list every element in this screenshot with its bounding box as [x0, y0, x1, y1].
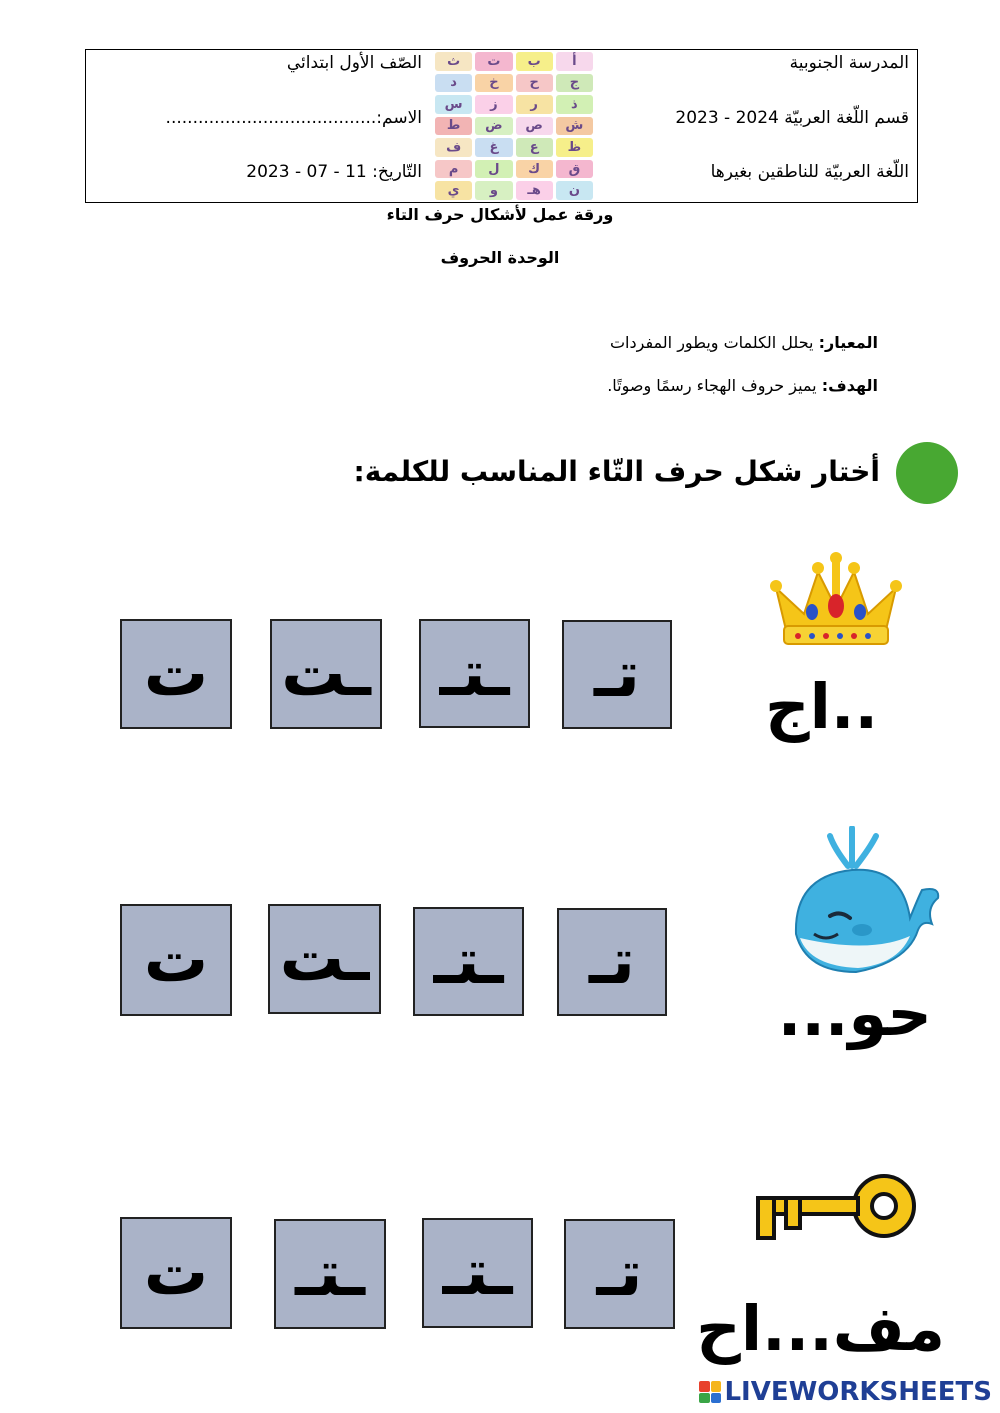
- alphabet-tile: م: [435, 160, 472, 179]
- option-q3-1[interactable]: تـ: [564, 1219, 675, 1329]
- crown-icon: [768, 552, 904, 648]
- standard-text: يحلل الكلمات ويطور المفردات: [609, 333, 819, 352]
- word-3: مف...اح: [696, 1292, 945, 1365]
- worksheet-title: ورقة عمل لأشكال حرف التاء: [386, 205, 614, 224]
- option-q3-4[interactable]: ت: [120, 1217, 232, 1329]
- alphabet-tile: ت: [475, 52, 512, 71]
- alphabet-tile: ل: [475, 160, 512, 179]
- alphabet-tile: ط: [435, 117, 472, 136]
- alphabet-tile: أ: [556, 52, 593, 71]
- alphabet-tile: ش: [556, 117, 593, 136]
- option-q1-2[interactable]: ـتـ: [419, 619, 530, 728]
- name-field[interactable]: الاسم:.......................................: [165, 108, 422, 128]
- alphabet-tile: خ: [475, 74, 512, 93]
- alphabet-tile: غ: [475, 138, 512, 157]
- logo-badge-icon: [699, 1381, 721, 1403]
- alphabet-tile: ذ: [556, 95, 593, 114]
- alphabet-tile: ك: [516, 160, 553, 179]
- goal-text: يميز حروف الهجاء رسمًا وصوتًا.: [607, 376, 822, 395]
- option-q2-3[interactable]: ـت: [268, 904, 381, 1014]
- goal-label: الهدف:: [821, 376, 878, 395]
- alphabet-tile: ن: [556, 181, 593, 200]
- alphabet-tile: ح: [516, 74, 553, 93]
- standard-label: المعيار:: [818, 333, 878, 352]
- bullet-dot: [896, 442, 958, 504]
- option-q2-1[interactable]: تـ: [557, 908, 667, 1016]
- option-q3-2[interactable]: ـتـ: [422, 1218, 533, 1328]
- alphabet-tile: ض: [475, 117, 512, 136]
- alphabet-tile: س: [435, 95, 472, 114]
- option-q1-4[interactable]: ت: [120, 619, 232, 729]
- word-1: ..اج: [764, 670, 878, 743]
- option-q2-4[interactable]: ت: [120, 904, 232, 1016]
- alphabet-tile: ق: [556, 160, 593, 179]
- option-q1-3[interactable]: ـت: [270, 619, 382, 729]
- program-name: اللّغة العربيّة للناطقين بغيرها: [710, 162, 909, 182]
- key-icon: [748, 1166, 920, 1248]
- alphabet-tile: ج: [556, 74, 593, 93]
- date-label: التّاريخ: 11 - 07 - 2023: [246, 162, 422, 182]
- grade-label: الصّف الأول ابتدائي: [286, 53, 422, 73]
- instruction-text: أختار شكل حرف التّاء المناسب للكلمة:: [353, 455, 880, 488]
- unit-title: الوحدة الحروف: [440, 248, 560, 267]
- option-q1-1[interactable]: تـ: [562, 620, 672, 729]
- alphabet-tile: د: [435, 74, 472, 93]
- alphabet-tile: ث: [435, 52, 472, 71]
- whale-icon: [790, 826, 942, 976]
- logo-text: LIVEWORKSHEETS: [724, 1377, 992, 1407]
- alphabet-tile: ر: [516, 95, 553, 114]
- alphabet-chart: [435, 52, 593, 200]
- liveworksheets-logo: [699, 1377, 992, 1407]
- alphabet-tile: و: [475, 181, 512, 200]
- school-name: المدرسة الجنوبية: [789, 53, 909, 73]
- alphabet-tile: ص: [516, 117, 553, 136]
- alphabet-tile: ف: [435, 138, 472, 157]
- alphabet-tile: ظ: [556, 138, 593, 157]
- alphabet-tile: ب: [516, 52, 553, 71]
- word-2: حو...: [777, 977, 932, 1050]
- department-name: قسم اللّغة العربيّة 2024 - 2023: [675, 108, 909, 128]
- standard-line: [610, 333, 878, 352]
- goal-line: [607, 376, 878, 395]
- alphabet-tile: هـ: [516, 181, 553, 200]
- option-q2-2[interactable]: ـتـ: [413, 907, 524, 1016]
- option-q3-3[interactable]: ـتـ: [274, 1219, 386, 1329]
- alphabet-tile: ع: [516, 138, 553, 157]
- alphabet-tile: ي: [435, 181, 472, 200]
- alphabet-tile: ز: [475, 95, 512, 114]
